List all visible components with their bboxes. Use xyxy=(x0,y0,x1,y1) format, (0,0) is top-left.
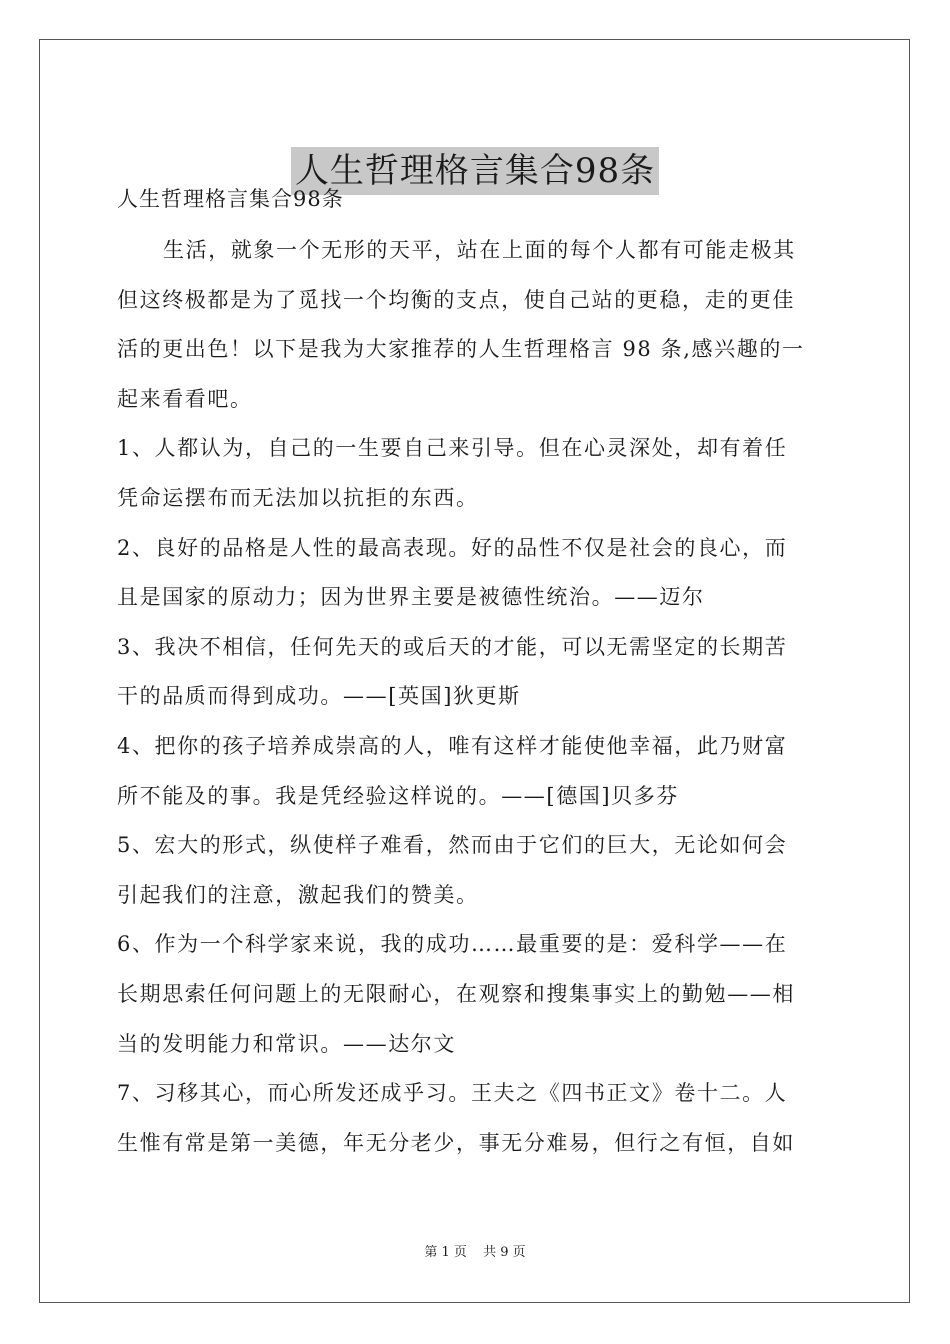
page-number-current: 第 1 页 xyxy=(424,1245,467,1260)
body-line: 3、我决不相信，任何先天的或后天的才能，可以无需坚定的长期苦 xyxy=(117,634,788,659)
body-line: 生活，就象一个无形的天平，站在上面的每个人都有可能走极其 xyxy=(163,238,796,262)
body-line: 1、人都认为，自己的一生要自己来引导。但在心灵深处，却有着任 xyxy=(117,436,788,461)
body-line: 但这终极都是为了觅找一个均衡的支点，使自己站的更稳，走的更佳 xyxy=(117,287,795,312)
document-body xyxy=(117,226,833,1168)
body-line: 起来看看吧。 xyxy=(117,386,253,411)
page-number-total: 共 9 页 xyxy=(483,1245,526,1260)
body-line: 6、作为一个科学家来说，我的成功……最重要的是：爱科学——在 xyxy=(117,932,788,957)
document-title: 人生哲理格言集合98条 xyxy=(291,147,659,195)
body-line: 所不能及的事。我是凭经验这样说的。——[德国]贝多芬 xyxy=(117,783,679,808)
body-line: 7、习移其心，而心所发还成乎习。王夫之《四书正文》卷十二。人 xyxy=(117,1081,788,1106)
body-line: 活的更出色！以下是我为大家推荐的人生哲理格言 98 条,感兴趣的一 xyxy=(117,337,805,362)
body-line: 干的品质而得到成功。——[英国]狄更斯 xyxy=(117,684,521,709)
body-line: 5、宏大的形式，纵使样子难看，然而由于它们的巨大，无论如何会 xyxy=(117,833,788,858)
body-line: 生惟有常是第一美德，年无分老少，事无分难易，但行之有恒，自如 xyxy=(117,1130,795,1155)
body-line: 2、良好的品格是人性的最高表现。好的品性不仅是社会的良心，而 xyxy=(117,535,788,560)
body-line: 长期思索任何问题上的无限耐心，在观察和搜集事实上的勤勉——相 xyxy=(117,981,795,1006)
body-line: 4、把你的孩子培养成崇高的人，唯有这样才能使他幸福，此乃财富 xyxy=(117,733,788,758)
body-line: 且是国家的原动力；因为世界主要是被德性统治。——迈尔 xyxy=(117,585,705,610)
document-subtitle: 人生哲理格言集合98条 xyxy=(117,187,344,211)
body-line: 引起我们的注意，激起我们的赞美。 xyxy=(117,882,479,907)
body-line: 凭命运摆布而无法加以抗拒的东西。 xyxy=(117,485,479,510)
page-footer xyxy=(0,1244,950,1262)
body-line: 当的发明能力和常识。——达尔文 xyxy=(117,1031,456,1056)
